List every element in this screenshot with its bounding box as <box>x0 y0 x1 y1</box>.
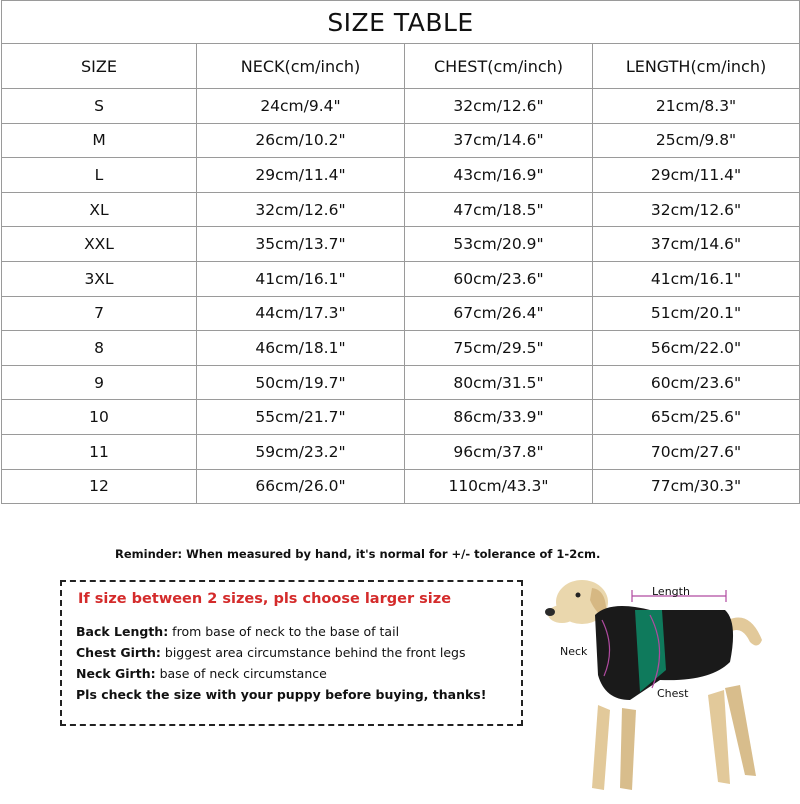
chest-label: Chest <box>657 687 689 700</box>
cell-length: 37cm/14.6" <box>593 227 800 262</box>
cell-neck: 32cm/12.6" <box>197 192 405 227</box>
cell-chest: 47cm/18.5" <box>405 192 593 227</box>
back-length-note <box>76 624 399 639</box>
cell-length: 65cm/25.6" <box>593 400 800 435</box>
neck-girth-text: base of neck circumstance <box>155 666 327 681</box>
cell-length: 32cm/12.6" <box>593 192 800 227</box>
cell-length: 70cm/27.6" <box>593 434 800 469</box>
table-row <box>2 296 800 331</box>
cell-chest: 67cm/26.4" <box>405 296 593 331</box>
cell-length: 56cm/22.0" <box>593 331 800 366</box>
cell-length: 41cm/16.1" <box>593 261 800 296</box>
cell-length: 29cm/11.4" <box>593 158 800 193</box>
table-row <box>2 192 800 227</box>
cell-length: 60cm/23.6" <box>593 365 800 400</box>
neck-girth-note <box>76 666 327 681</box>
cell-length: 25cm/9.8" <box>593 123 800 158</box>
table-row <box>2 434 800 469</box>
cell-chest: 53cm/20.9" <box>405 227 593 262</box>
cell-chest: 37cm/14.6" <box>405 123 593 158</box>
cell-chest: 96cm/37.8" <box>405 434 593 469</box>
cell-size: 12 <box>2 469 197 504</box>
reminder-text <box>115 547 600 561</box>
chest-girth-text: biggest area circumstance behind the front legs <box>160 645 466 660</box>
cell-chest: 43cm/16.9" <box>405 158 593 193</box>
cell-size: 8 <box>2 331 197 366</box>
table-row <box>2 331 800 366</box>
cell-neck: 41cm/16.1" <box>197 261 405 296</box>
header-length: LENGTH(cm/inch) <box>593 44 800 89</box>
table-row <box>2 89 800 124</box>
cell-neck: 46cm/18.1" <box>197 331 405 366</box>
cell-neck: 26cm/10.2" <box>197 123 405 158</box>
cell-size: 10 <box>2 400 197 435</box>
cell-chest: 86cm/33.9" <box>405 400 593 435</box>
back-length-label: Back Length: <box>76 624 169 639</box>
cell-size: L <box>2 158 197 193</box>
cell-size: 11 <box>2 434 197 469</box>
cell-chest: 32cm/12.6" <box>405 89 593 124</box>
table-row <box>2 469 800 504</box>
cell-chest: 80cm/31.5" <box>405 365 593 400</box>
cell-length: 21cm/8.3" <box>593 89 800 124</box>
size-table <box>1 0 800 504</box>
header-chest: CHEST(cm/inch) <box>405 44 593 89</box>
table-row <box>2 261 800 296</box>
cell-size: XL <box>2 192 197 227</box>
table-header-row <box>2 44 800 89</box>
table-row <box>2 365 800 400</box>
length-label: Length <box>652 585 690 598</box>
cell-length: 51cm/20.1" <box>593 296 800 331</box>
cell-chest: 110cm/43.3" <box>405 469 593 504</box>
cell-chest: 60cm/23.6" <box>405 261 593 296</box>
neck-label: Neck <box>560 645 588 658</box>
size-warning: If size between 2 sizes, pls choose larger size <box>78 591 452 607</box>
neck-girth-label: Neck Girth: <box>76 666 156 681</box>
dog-measurement-diagram <box>540 570 800 800</box>
chest-girth-note <box>76 645 465 660</box>
cell-size: XXL <box>2 227 197 262</box>
cell-chest: 75cm/29.5" <box>405 331 593 366</box>
table-row <box>2 400 800 435</box>
dog-in-coat-image <box>540 570 800 800</box>
chest-girth-label: Chest Girth: <box>76 645 161 660</box>
cell-neck: 29cm/11.4" <box>197 158 405 193</box>
cell-size: 7 <box>2 296 197 331</box>
cell-size: 9 <box>2 365 197 400</box>
cell-size: 3XL <box>2 261 197 296</box>
cell-neck: 66cm/26.0" <box>197 469 405 504</box>
header-neck: NECK(cm/inch) <box>197 44 405 89</box>
cell-size: M <box>2 123 197 158</box>
cell-neck: 35cm/13.7" <box>197 227 405 262</box>
reminder-body: When measured by hand, it's normal for +/- tolerance of 1-2cm. <box>182 547 601 561</box>
table-title: SIZE TABLE <box>2 1 800 44</box>
cell-length: 77cm/30.3" <box>593 469 800 504</box>
cell-neck: 59cm/23.2" <box>197 434 405 469</box>
cell-neck: 44cm/17.3" <box>197 296 405 331</box>
cell-neck: 55cm/21.7" <box>197 400 405 435</box>
size-notes-box <box>60 580 523 726</box>
table-row <box>2 158 800 193</box>
table-row <box>2 227 800 262</box>
back-length-text: from base of neck to the base of tail <box>168 624 400 639</box>
reminder-label: Reminder: <box>115 547 183 561</box>
final-note: Pls check the size with your puppy before buying, thanks! <box>76 687 487 702</box>
table-row <box>2 123 800 158</box>
cell-size: S <box>2 89 197 124</box>
cell-neck: 24cm/9.4" <box>197 89 405 124</box>
header-size: SIZE <box>2 44 197 89</box>
cell-neck: 50cm/19.7" <box>197 365 405 400</box>
